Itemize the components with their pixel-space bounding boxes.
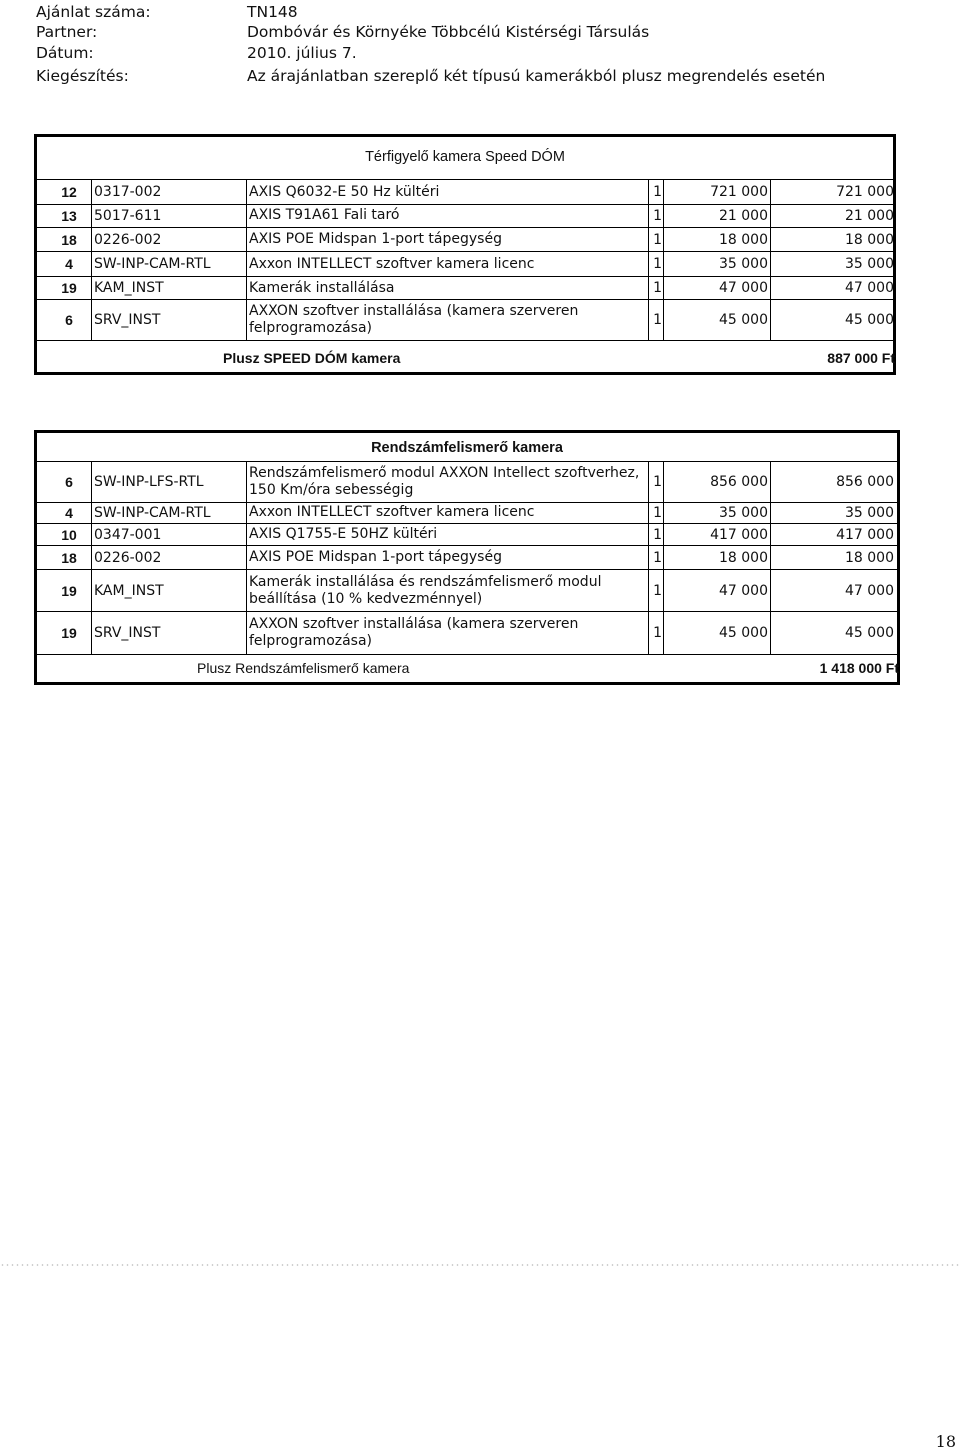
row-unit-price: 18 000 — [664, 228, 771, 251]
row-description: AXXON szoftver installálása (kamera szerveren felprogramozása) — [246, 612, 648, 654]
row-description: Axxon INTELLECT szoftver kamera licenc — [246, 252, 648, 276]
row-total: 47 000 — [845, 582, 894, 599]
table-row — [37, 179, 893, 205]
row-code: 0226-002 — [91, 546, 246, 569]
row-description: Kamerák installálása és rendszámfelismerő modul beállítása (10 % kedvezménnyel) — [246, 570, 648, 611]
row-unit-price: 35 000 — [664, 502, 771, 523]
row-code: SW-INP-CAM-RTL — [91, 502, 246, 523]
partner-value: Dombóvár és Környéke Többcélú Kistérségi Társulás — [247, 23, 650, 41]
table-row — [37, 204, 893, 228]
row-quantity: 1 — [648, 180, 664, 204]
row-unit-price: 18 000 — [664, 546, 771, 569]
row-unit-price: 45 000 — [664, 300, 771, 340]
row-total: 35 000 — [845, 256, 894, 272]
row-number: 12 — [61, 184, 77, 200]
license-plate-camera-table — [34, 430, 900, 685]
row-quantity: 1 — [648, 300, 664, 340]
row-total: 35 000 — [845, 504, 894, 521]
row-number: 18 — [61, 231, 77, 248]
row-unit-price: 35 000 — [664, 252, 771, 276]
table-row — [37, 612, 897, 655]
row-number: 19 — [61, 625, 77, 641]
row-total: 417 000 — [836, 526, 894, 543]
table-row — [37, 277, 893, 300]
row-quantity: 1 — [648, 252, 664, 276]
row-code: 5017-611 — [91, 204, 246, 227]
row-description: AXIS T91A61 Fali taró — [246, 204, 648, 227]
date-value: 2010. július 7. — [247, 44, 357, 62]
table-row — [37, 570, 897, 612]
row-description: Rendszámfelismerő modul AXXON Intellect szoftverhez, 150 Km/óra sebességig — [246, 462, 648, 502]
row-description: Axxon INTELLECT szoftver kamera licenc — [246, 502, 648, 523]
row-code: 0226-002 — [91, 228, 246, 251]
date-label: Dátum: — [36, 44, 94, 62]
row-total: 45 000 — [845, 625, 894, 641]
sum-label: Plusz SPEED DÓM kamera — [223, 350, 401, 366]
table-row — [37, 300, 893, 341]
row-quantity: 1 — [648, 570, 664, 611]
row-total: 18 000 — [845, 231, 894, 248]
row-code: KAM_INST — [91, 570, 246, 611]
table-row — [37, 502, 897, 524]
sum-value: 887 000 Ft — [827, 350, 895, 366]
row-code: 0347-001 — [91, 524, 246, 545]
row-code: SW-INP-LFS-RTL — [91, 462, 246, 502]
row-unit-price: 47 000 — [664, 277, 771, 299]
row-code: 0317-002 — [91, 180, 246, 204]
table-title: Térfigyelő kamera Speed DÓM — [365, 149, 565, 165]
supplement-label: Kiegészítés: — [36, 67, 129, 85]
row-unit-price: 856 000 — [664, 462, 771, 502]
row-description: AXIS Q1755-E 50HZ kültéri — [246, 524, 648, 545]
sum-value: 1 418 000 Ft — [819, 660, 899, 676]
table-row — [37, 461, 897, 503]
row-unit-price: 721 000 — [664, 180, 771, 204]
row-unit-price: 45 000 — [664, 612, 771, 654]
row-unit-price: 417 000 — [664, 524, 771, 545]
row-total: 721 000 — [836, 184, 894, 200]
row-description: AXIS Q6032-E 50 Hz kültéri — [246, 180, 648, 204]
row-total: 47 000 — [845, 280, 894, 296]
row-quantity: 1 — [648, 204, 664, 227]
page-number: 18 — [935, 1432, 956, 1451]
row-quantity: 1 — [648, 462, 664, 502]
row-number: 18 — [61, 549, 77, 566]
sum-label: Plusz Rendszámfelismerő kamera — [197, 660, 410, 676]
row-description: AXXON szoftver installálása (kamera szerveren felprogramozása) — [246, 300, 648, 340]
row-total: 21 000 — [845, 207, 894, 224]
row-unit-price: 47 000 — [664, 570, 771, 611]
row-total: 856 000 — [836, 474, 894, 490]
table-row — [37, 524, 897, 546]
speed-dome-table — [34, 134, 896, 375]
row-quantity: 1 — [648, 228, 664, 251]
row-quantity: 1 — [648, 502, 664, 523]
row-number: 6 — [65, 312, 73, 328]
row-number: 6 — [65, 474, 73, 490]
table-row — [37, 228, 893, 252]
row-number: 19 — [61, 280, 77, 296]
row-code: SRV_INST — [91, 612, 246, 654]
row-quantity: 1 — [648, 546, 664, 569]
table-title: Rendszámfelismerő kamera — [371, 440, 563, 456]
row-number: 4 — [65, 256, 73, 272]
row-code: SW-INP-CAM-RTL — [91, 252, 246, 276]
row-quantity: 1 — [648, 524, 664, 545]
row-description: Kamerák installálása — [246, 277, 648, 299]
row-quantity: 1 — [648, 612, 664, 654]
scan-noise-line — [0, 1262, 960, 1268]
supplement-value: Az árajánlatban szereplő két típusú kamerákból plusz megrendelés esetén — [247, 67, 826, 85]
row-quantity: 1 — [648, 277, 664, 299]
row-description: AXIS POE Midspan 1-port tápegység — [246, 228, 648, 251]
row-number: 13 — [61, 207, 77, 224]
offer-number-value: TN148 — [247, 3, 298, 21]
table-row — [37, 546, 897, 570]
table-row — [37, 252, 893, 277]
row-total: 45 000 — [845, 312, 894, 328]
row-code: SRV_INST — [91, 300, 246, 340]
row-description: AXIS POE Midspan 1-port tápegység — [246, 546, 648, 569]
row-total: 18 000 — [845, 549, 894, 566]
row-number: 10 — [61, 526, 77, 543]
row-code: KAM_INST — [91, 277, 246, 299]
offer-number-label: Ajánlat száma: — [36, 3, 151, 21]
row-unit-price: 21 000 — [664, 204, 771, 227]
partner-label: Partner: — [36, 23, 98, 41]
row-number: 4 — [65, 504, 73, 521]
row-number: 19 — [61, 582, 77, 599]
